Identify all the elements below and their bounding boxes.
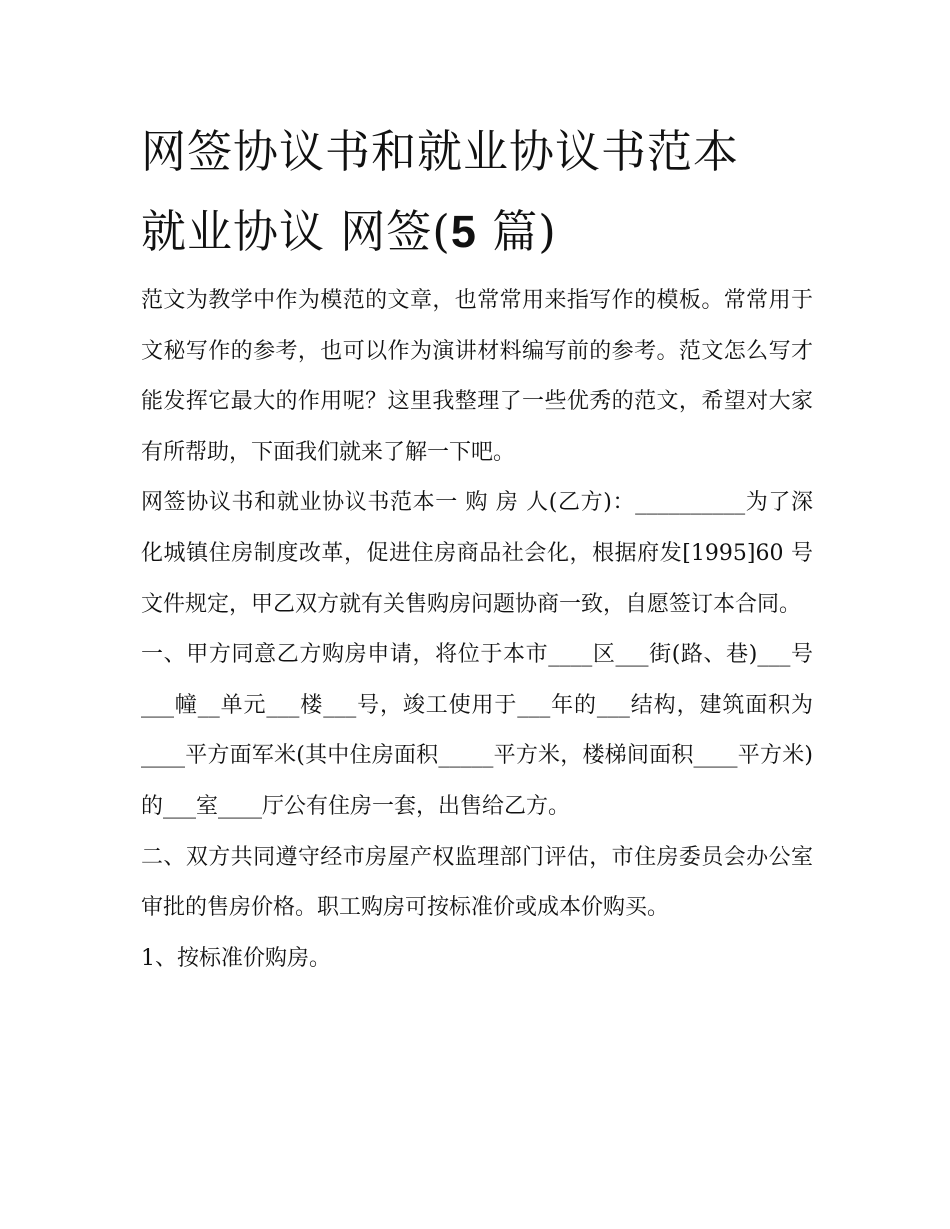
paragraph-contract-preamble: 网签协议书和就业协议书范本一 购 房 人(乙方)：__________为了深化城镇住房制度改革，促进住房商品社会化，根据府发[1995]60 号文件规定，甲乙双方就有关售购房问题协商一致，自愿签订本合同。	[141, 490, 813, 617]
title-article-count: 5	[450, 206, 477, 257]
paragraph-intro: 范文为教学中作为模范的文章，也常常用来指写作的模板。常常用于文秘写作的参考，也可以作为演讲材料编写前的参考。范文怎么写才能发挥它最大的作用呢？这里我整理了一些优秀的范文，希望对大家有所帮助，下面我们就来了解一下吧。	[141, 288, 813, 465]
paragraph-clause-1: 一、甲方同意乙方购房申请，将位于本市____区___街(路、巷)___号___幢__单元___楼___号，竣工使用于___年的___结构，建筑面积为____平方面军米(其中住房面积_____平方米，楼梯间面积____平方米)的___室____厅公有住房一套，出售给乙方。	[141, 642, 813, 819]
title-line-1: 网签协议书和就业协议书范本	[141, 125, 740, 178]
title-line-2-prefix: 就业协议 网签(	[141, 205, 451, 258]
paragraph-clause-2: 二、双方共同遵守经市房屋产权监理部门评估，市住房委员会办公室审批的售房价格。职工购房可按标准价或成本价购买。	[141, 844, 813, 921]
paragraph-item-1: 1、按标准价购房。	[141, 945, 331, 971]
title-line-2-suffix: 篇)	[476, 205, 557, 258]
document-body	[141, 276, 813, 984]
document-title	[141, 112, 841, 272]
